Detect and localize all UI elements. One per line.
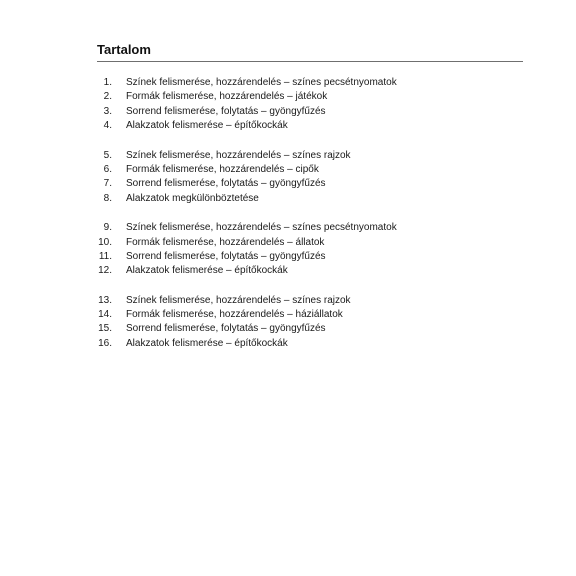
toc-entry-number: 4. xyxy=(103,120,112,132)
toc-entry-label: Sorrend felismerése, folytatás – gyöngyfűzés xyxy=(126,105,326,117)
page-title: Tartalom xyxy=(97,42,151,57)
toc-entry xyxy=(94,308,534,322)
toc-entry-label: Alakzatok megkülönböztetése xyxy=(126,192,259,204)
toc-entry xyxy=(94,163,534,177)
toc-entry-label: Sorrend felismerése, folytatás – gyöngyfűzés xyxy=(126,178,326,190)
toc-entry xyxy=(94,177,534,191)
toc-entry-label: Sorrend felismerése, folytatás – gyöngyfűzés xyxy=(126,250,326,262)
toc-entry-number: 15. xyxy=(98,323,112,335)
toc-entry-label: Formák felismerése, hozzárendelés – állatok xyxy=(126,236,325,248)
toc-entry-number: 5. xyxy=(103,149,112,161)
toc-entry xyxy=(94,119,534,133)
toc-entry-label: Színek felismerése, hozzárendelés – színes pecsétnyomatok xyxy=(126,222,397,234)
toc-entry-number: 10. xyxy=(98,236,112,248)
toc-entry-label: Színek felismerése, hozzárendelés – színes rajzok xyxy=(126,294,351,306)
toc-entry-label: Formák felismerése, hozzárendelés – háziállatok xyxy=(126,309,343,321)
table-of-contents xyxy=(94,76,534,366)
toc-entry-number: 9. xyxy=(103,222,112,234)
toc-entry xyxy=(94,76,534,90)
toc-entry xyxy=(94,250,534,264)
toc-entry-number: 2. xyxy=(103,91,112,103)
toc-entry-label: Alakzatok felismerése – építőkockák xyxy=(126,120,288,132)
toc-entry-label: Sorrend felismerése, folytatás – gyöngyfűzés xyxy=(126,323,326,335)
toc-group xyxy=(94,76,534,134)
toc-entry xyxy=(94,192,534,206)
toc-entry-label: Alakzatok felismerése – építőkockák xyxy=(126,265,288,277)
toc-entry xyxy=(94,322,534,336)
toc-entry-number: 11. xyxy=(98,250,112,262)
toc-entry-number: 6. xyxy=(103,163,112,175)
toc-entry xyxy=(94,149,534,163)
toc-entry xyxy=(94,105,534,119)
toc-entry-label: Színek felismerése, hozzárendelés – színes rajzok xyxy=(126,149,351,161)
toc-entry-number: 12. xyxy=(98,265,112,277)
toc-entry xyxy=(94,294,534,308)
toc-entry-number: 1. xyxy=(103,77,112,88)
toc-entry-label: Színek felismerése, hozzárendelés – színes pecsétnyomatok xyxy=(126,77,397,88)
toc-group xyxy=(94,221,534,279)
title-rule xyxy=(97,42,523,62)
toc-entry-number: 3. xyxy=(103,105,112,117)
toc-entry xyxy=(94,337,534,351)
toc-entry-number: 8. xyxy=(103,192,112,204)
toc-entry xyxy=(94,221,534,235)
toc-entry xyxy=(94,90,534,104)
toc-entry xyxy=(94,264,534,278)
toc-entry-label: Formák felismerése, hozzárendelés – játékok xyxy=(126,91,328,103)
toc-entry-number: 16. xyxy=(98,337,112,349)
toc-entry-number: 14. xyxy=(98,309,112,321)
toc-entry-label: Formák felismerése, hozzárendelés – cipők xyxy=(126,163,319,175)
toc-group xyxy=(94,294,534,352)
toc-entry-label: Alakzatok felismerése – építőkockák xyxy=(126,337,288,349)
toc-group xyxy=(94,149,534,207)
toc-entry xyxy=(94,236,534,250)
toc-entry-number: 7. xyxy=(103,178,112,190)
toc-entry-number: 13. xyxy=(98,294,112,306)
